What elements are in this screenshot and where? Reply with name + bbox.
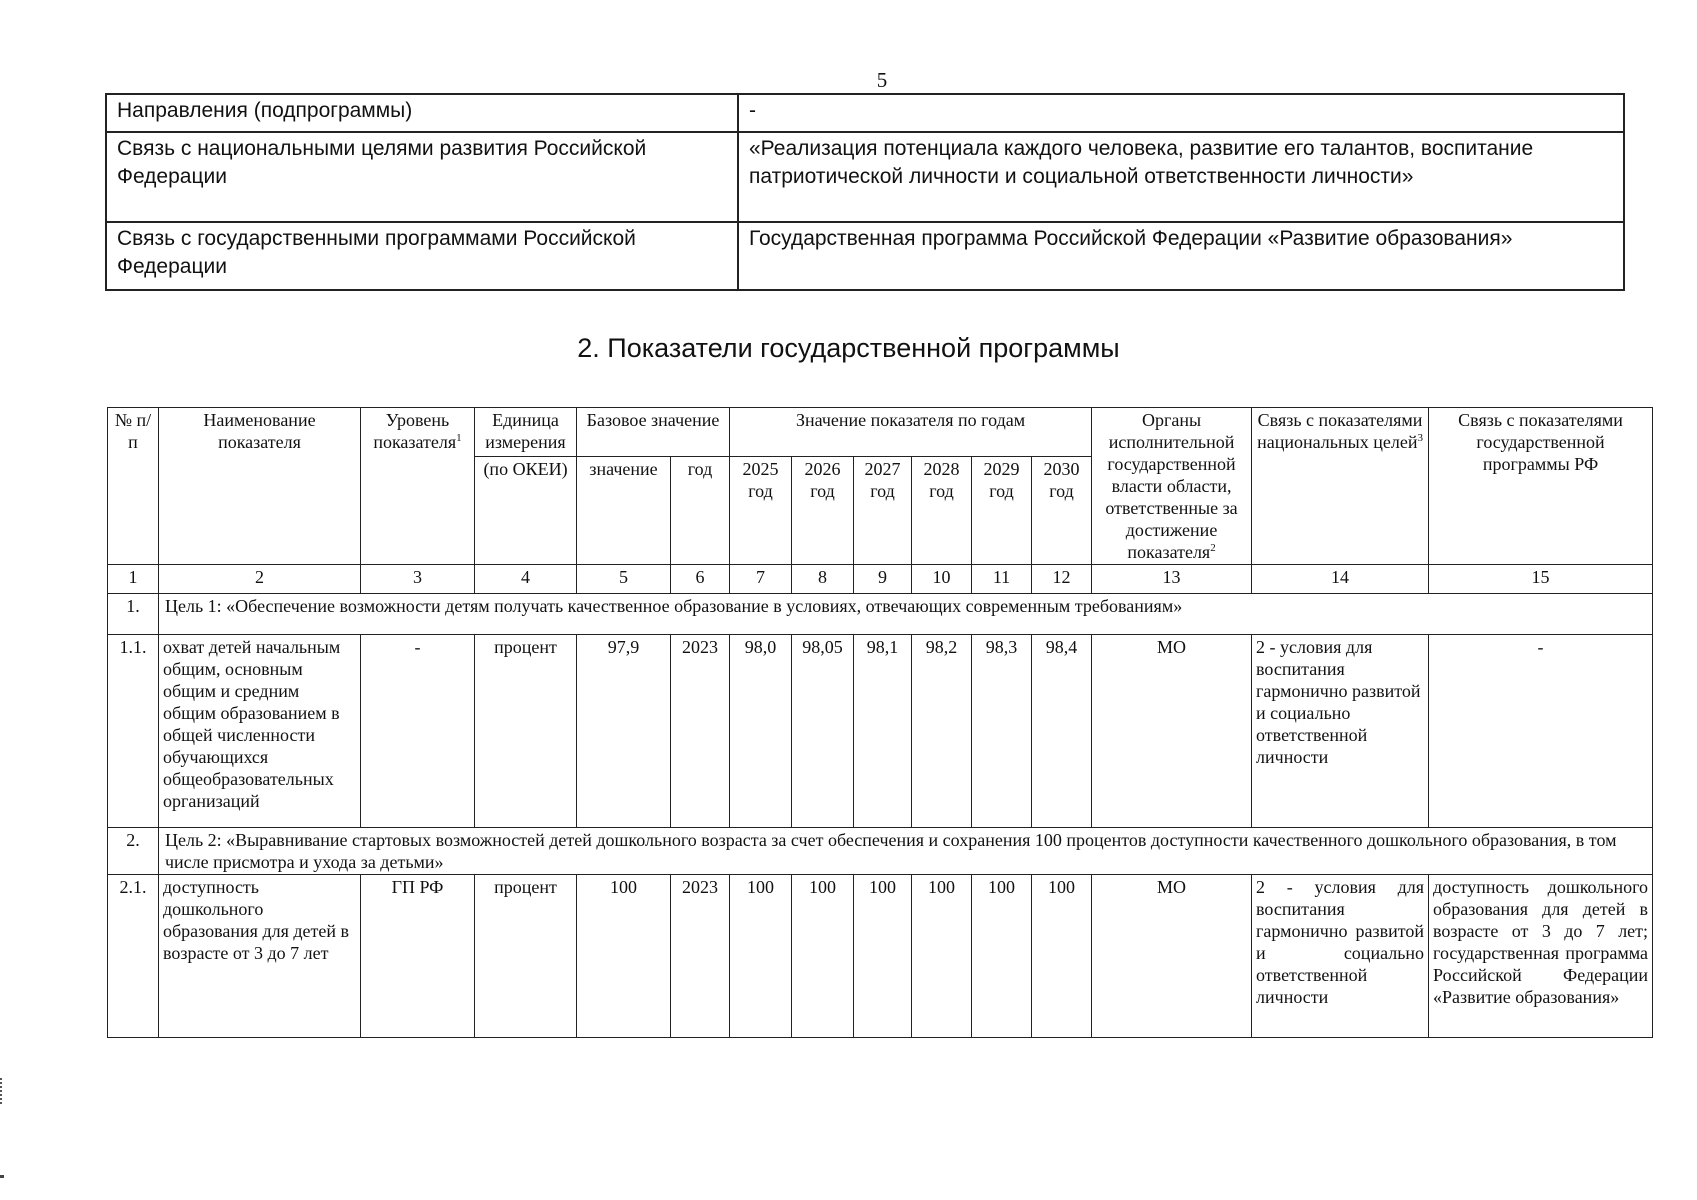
header-num: № п/п [108,408,159,565]
header-base-year: год [671,457,730,565]
indicator-name: охват детей начальным общим, основным общим и средним общим образованием в общей численности обучающихся общеобразовательных организаций [159,635,361,828]
indicator-number: 2.1. [108,875,159,1038]
row-label: Связь с государственными программами Российской Федерации [106,222,738,290]
indicator-base-value: 100 [577,875,671,1038]
row-label: Связь с национальными целями развития Российской Федерации [106,132,738,222]
indicator-year-value: 100 [972,875,1032,1038]
indicator-year-value: 100 [730,875,792,1038]
goal-text: Цель 1: «Обеспечение возможности детям получать качественное образование в условиях, отвечающих современным требованиям» [159,594,1653,635]
goal-row [108,828,1653,875]
column-number: 14 [1252,565,1429,594]
indicator-year-value: 98,05 [792,635,854,828]
indicator-row [108,875,1653,1038]
header-year: 2026 год [792,457,854,565]
footnote-mark: 3 [1417,432,1423,444]
column-number: 15 [1429,565,1653,594]
indicator-unit: процент [475,875,577,1038]
column-number: 10 [912,565,972,594]
footnote-mark: 2 [1210,542,1216,554]
column-number: 9 [854,565,912,594]
indicator-row [108,635,1653,828]
indicator-unit: процент [475,635,577,828]
header-row [108,408,1653,457]
header-level-text: Уровень показателя [373,410,457,452]
indicator-base-year: 2023 [671,635,730,828]
indicator-program-link: - [1429,635,1653,828]
column-number-row [108,565,1653,594]
indicator-base-year: 2023 [671,875,730,1038]
header-name: Наименование показателя [159,408,361,565]
indicator-name: доступность дошкольного образования для детей в возрасте от 3 до 7 лет [159,875,361,1038]
column-number: 11 [972,565,1032,594]
indicator-program-link: доступность дошкольного образования для детей в возрасте от 3 до 7 лет; государственная программа Российской Федерации «Развитие образования» [1429,875,1653,1038]
indicator-base-value: 97,9 [577,635,671,828]
header-year: 2029 год [972,457,1032,565]
header-unit: Единица измерения [475,408,577,457]
margin-dot [0,1175,4,1178]
goal-text: Цель 2: «Выравнивание стартовых возможностей детей дошкольного возраста за счет обеспечения и сохранения 100 процентов доступности качественного дошкольного образования, в том числе присмотра и ухода за детьми» [159,828,1653,875]
column-number: 2 [159,565,361,594]
footnote-mark: 1 [456,432,462,444]
row-value: - [738,94,1624,132]
indicator-organ: МО [1092,635,1252,828]
indicator-year-value: 98,4 [1032,635,1092,828]
header-base: Базовое значение [577,408,730,457]
column-number: 7 [730,565,792,594]
header-by-years: Значение показателя по годам [730,408,1092,457]
indicator-year-value: 98,0 [730,635,792,828]
column-number: 4 [475,565,577,594]
header-year: 2025 год [730,457,792,565]
indicator-year-value: 100 [854,875,912,1038]
header-year: 2030 год [1032,457,1092,565]
row-value: «Реализация потенциала каждого человека, развитие его талантов, воспитание патриотической личности и социальной ответственности личности» [738,132,1624,222]
program-passport-table [105,93,1625,291]
row-value: Государственная программа Российской Федерации «Развитие образования» [738,222,1624,290]
header-year: 2027 год [854,457,912,565]
indicator-year-value: 100 [1032,875,1092,1038]
header-level [361,408,475,565]
column-number: 1 [108,565,159,594]
column-number: 8 [792,565,854,594]
section-title: 2. Показатели государственной программы [577,333,1120,363]
header-program: Связь с показателями государственной программы РФ [1429,408,1653,565]
indicator-number: 1.1. [108,635,159,828]
page-number: 5 [876,68,888,92]
header-organs-text: Органы исполнительной государственной власти области, ответственные за достижение показателя [1105,410,1238,562]
goal-number: 1. [108,594,159,635]
column-number: 13 [1092,565,1252,594]
column-number: 12 [1032,565,1092,594]
goal-row [108,594,1653,635]
column-number: 3 [361,565,475,594]
indicator-national-link: 2 - условия для воспитания гармонично развитой и социально ответственной личности [1252,875,1429,1038]
table-row [106,94,1624,132]
table-row [106,222,1624,290]
header-national-text: Связь с показателями национальных целей [1257,410,1423,452]
indicator-level: - [361,635,475,828]
column-number: 5 [577,565,671,594]
indicator-level: ГП РФ [361,875,475,1038]
header-unit-sub: (по ОКЕИ) [475,457,577,565]
header-national [1252,408,1429,565]
indicator-year-value: 98,1 [854,635,912,828]
indicator-year-value: 100 [792,875,854,1038]
goal-number: 2. [108,828,159,875]
indicator-national-link: 2 - условия для воспитания гармонично развитой и социально ответственной личности [1252,635,1429,828]
indicator-year-value: 98,3 [972,635,1032,828]
header-base-value: значение [577,457,671,565]
column-number: 6 [671,565,730,594]
row-label: Направления (подпрограммы) [106,94,738,132]
header-year: 2028 год [912,457,972,565]
indicator-organ: МО [1092,875,1252,1038]
margin-mark [0,1078,5,1104]
indicator-year-value: 98,2 [912,635,972,828]
header-organs [1092,408,1252,565]
indicator-year-value: 100 [912,875,972,1038]
indicators-table [107,407,1653,1038]
table-row [106,132,1624,222]
